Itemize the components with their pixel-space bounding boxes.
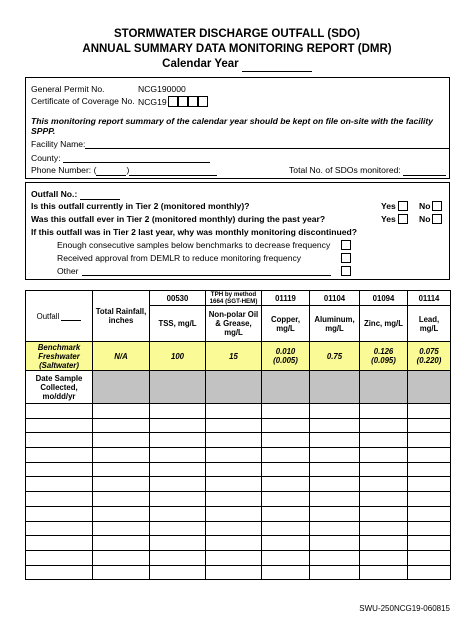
sample-entry-cell[interactable] — [408, 550, 451, 565]
sample-entry-cell[interactable] — [93, 521, 150, 536]
sample-entry-cell[interactable] — [26, 418, 93, 433]
general-permit-value: NCG190000 — [138, 84, 186, 94]
permit-info-section — [25, 77, 450, 179]
sample-entry-cell[interactable] — [26, 462, 93, 477]
sample-entry-cell[interactable] — [360, 448, 408, 463]
sample-entry-cell[interactable] — [262, 418, 310, 433]
grey-cell — [360, 371, 408, 404]
sample-entry-cell[interactable] — [310, 565, 360, 580]
sdo-total-field[interactable] — [403, 167, 446, 176]
tier2-current-no — [419, 201, 442, 212]
sample-entry-cell[interactable] — [150, 521, 206, 536]
sample-entry-row — [26, 536, 451, 551]
sample-entry-cell[interactable] — [206, 565, 262, 580]
tier2-past-question: Was this outfall ever in Tier 2 (monitored monthly) during the past year? — [31, 214, 326, 224]
sample-entry-cell[interactable] — [360, 492, 408, 507]
sample-entry-row — [26, 462, 451, 477]
sample-entry-cell[interactable] — [206, 462, 262, 477]
sample-entry-cell[interactable] — [262, 492, 310, 507]
reason-other-checkbox[interactable] — [341, 266, 351, 276]
calendar-year-label: Calendar Year — [162, 58, 239, 70]
sample-entry-cell[interactable] — [310, 492, 360, 507]
sample-entry-cell[interactable] — [310, 550, 360, 565]
date-sample-label: Date Sample Collected, mo/dd/yr — [26, 371, 93, 404]
tier2-current-question: Is this outfall currently in Tier 2 (monitored monthly)? — [31, 201, 250, 211]
sample-entry-cell[interactable] — [360, 565, 408, 580]
sample-entry-cell[interactable] — [26, 492, 93, 507]
sample-entry-cell[interactable] — [26, 550, 93, 565]
title-line-2: ANNUAL SUMMARY DATA MONITORING REPORT (DMR) — [82, 43, 392, 55]
sample-entry-cell[interactable] — [408, 521, 451, 536]
yes-label: Yes — [381, 201, 396, 211]
grey-cell — [310, 371, 360, 404]
sample-entry-cell[interactable] — [310, 448, 360, 463]
reason-other-field[interactable] — [82, 275, 331, 276]
sample-entry-cell[interactable] — [310, 477, 360, 492]
benchmark-copper: 0.010 (0.005) — [262, 342, 310, 371]
sample-entry-cell[interactable] — [150, 536, 206, 551]
reason-demlr-approval-checkbox[interactable] — [341, 253, 351, 263]
sample-entry-cell[interactable] — [262, 477, 310, 492]
sample-entry-cell[interactable] — [26, 433, 93, 448]
calendar-year-field[interactable] — [242, 60, 312, 72]
sample-entry-cell[interactable] — [206, 550, 262, 565]
county-label: County: — [31, 153, 61, 163]
outfall-no-field[interactable] — [80, 191, 120, 200]
reason-consecutive-samples-checkbox[interactable] — [341, 240, 351, 250]
sample-entry-cell[interactable] — [262, 462, 310, 477]
copper-header: Copper, mg/L — [262, 306, 310, 342]
phone-number-field[interactable] — [129, 167, 217, 176]
outfall-no-row — [31, 189, 120, 200]
sample-entry-cell[interactable] — [360, 418, 408, 433]
sample-entry-row — [26, 521, 451, 536]
sample-entry-cell[interactable] — [206, 448, 262, 463]
sample-entry-cell[interactable] — [408, 433, 451, 448]
sdo-total-label: Total No. of SDOs monitored: — [289, 165, 401, 175]
grey-cell — [93, 371, 150, 404]
sample-entry-cell[interactable] — [150, 418, 206, 433]
sample-entry-row — [26, 506, 451, 521]
aluminum-header: Aluminum, mg/L — [310, 306, 360, 342]
sample-entry-cell[interactable] — [408, 536, 451, 551]
sample-entry-cell[interactable] — [150, 477, 206, 492]
code-aluminum: 01104 — [310, 291, 360, 306]
reason-demlr-approval: Received approval from DEMLR to reduce monitoring frequency — [57, 253, 302, 263]
code-zinc: 01094 — [360, 291, 408, 306]
sample-entry-cell[interactable] — [93, 492, 150, 507]
grey-cell — [262, 371, 310, 404]
code-tss: 00530 — [150, 291, 206, 306]
no-label: No — [419, 201, 431, 211]
coc-digit-boxes[interactable] — [168, 96, 208, 110]
sample-entry-row — [26, 550, 451, 565]
title-line-1: STORMWATER DISCHARGE OUTFALL (SDO) — [114, 28, 360, 40]
rainfall-header: Total Rainfall, inches — [93, 291, 150, 342]
coc-prefix: NCG19 — [138, 97, 167, 107]
no-label: No — [419, 214, 431, 224]
code-lead: 01114 — [408, 291, 451, 306]
sample-entry-cell[interactable] — [310, 536, 360, 551]
sample-entry-row — [26, 492, 451, 507]
coc-field[interactable] — [138, 96, 208, 110]
sample-entry-cell[interactable] — [206, 477, 262, 492]
grey-cell — [408, 371, 451, 404]
sample-entry-cell[interactable] — [310, 404, 360, 419]
facility-name-field[interactable] — [85, 148, 449, 149]
sample-entry-cell[interactable] — [93, 418, 150, 433]
sample-entry-cell[interactable] — [93, 536, 150, 551]
sample-entry-cell[interactable] — [262, 536, 310, 551]
title-line-3 — [0, 57, 474, 72]
sample-entry-cell[interactable] — [206, 418, 262, 433]
sample-entry-cell[interactable] — [310, 521, 360, 536]
sample-entry-cell[interactable] — [26, 521, 93, 536]
sample-entry-cell[interactable] — [408, 492, 451, 507]
sample-entry-cell[interactable] — [93, 433, 150, 448]
discontinued-question: If this outfall was in Tier 2 last year, why was monthly monitoring discontinued? — [31, 227, 357, 237]
sample-entry-cell[interactable] — [206, 433, 262, 448]
benchmark-row — [26, 342, 451, 371]
yes-label: Yes — [381, 214, 396, 224]
sample-entry-cell[interactable] — [310, 462, 360, 477]
sample-entry-cell[interactable] — [150, 462, 206, 477]
sample-entry-cell[interactable] — [408, 448, 451, 463]
sample-entry-cell[interactable] — [310, 433, 360, 448]
sample-entry-row — [26, 448, 451, 463]
monitoring-data-table — [25, 290, 451, 580]
sample-entry-cell[interactable] — [360, 506, 408, 521]
sample-entry-cell[interactable] — [206, 536, 262, 551]
sample-entry-cell[interactable] — [262, 506, 310, 521]
sample-entry-cell[interactable] — [310, 506, 360, 521]
sample-entry-cell[interactable] — [408, 506, 451, 521]
sample-entry-cell[interactable] — [93, 477, 150, 492]
sample-entry-cell[interactable] — [150, 506, 206, 521]
sample-entry-rows — [26, 404, 451, 580]
benchmark-oil-grease: 15 — [206, 342, 262, 371]
sample-entry-row — [26, 565, 451, 580]
sample-entry-cell[interactable] — [408, 477, 451, 492]
sample-entry-row — [26, 477, 451, 492]
sample-entry-cell[interactable] — [150, 550, 206, 565]
sample-entry-cell[interactable] — [150, 448, 206, 463]
phone-close-paren: ) — [126, 165, 130, 175]
sample-entry-cell[interactable] — [360, 521, 408, 536]
phone-row — [31, 165, 217, 176]
outfall-no-label: Outfall No.: — [31, 189, 78, 199]
onsite-notice: This monitoring report summary of the calendar year should be kept on file on-site with the facility SPPP. — [31, 116, 434, 136]
reason-consecutive-samples: Enough consecutive samples below benchmarks to decrease frequency — [57, 240, 331, 250]
sample-entry-cell[interactable] — [26, 477, 93, 492]
sample-entry-row — [26, 404, 451, 419]
tier2-current-no-checkbox[interactable] — [432, 201, 442, 211]
sample-entry-row — [26, 433, 451, 448]
benchmark-aluminum: 0.75 — [310, 342, 360, 371]
sample-entry-cell[interactable] — [93, 565, 150, 580]
sample-entry-cell[interactable] — [93, 448, 150, 463]
lead-header: Lead, mg/L — [408, 306, 451, 342]
sample-entry-cell[interactable] — [408, 462, 451, 477]
sample-entry-cell[interactable] — [93, 462, 150, 477]
benchmark-label: Benchmark Freshwater (Saltwater) — [26, 342, 93, 371]
date-label-row — [26, 371, 451, 404]
sample-entry-cell[interactable] — [150, 433, 206, 448]
outfall-header-cell: Outfall — [26, 291, 93, 342]
parameter-code-row — [26, 291, 451, 306]
report-title — [0, 27, 474, 72]
sample-entry-cell[interactable] — [360, 477, 408, 492]
outfall-tier-section — [25, 182, 450, 280]
code-oil-grease: TPH by method 1664 (SGT-HEM) — [206, 291, 262, 306]
benchmark-rainfall: N/A — [93, 342, 150, 371]
sdo-total-row — [289, 165, 446, 176]
sample-entry-cell[interactable] — [310, 418, 360, 433]
phone-label: Phone Number: ( — [31, 165, 97, 175]
sample-entry-cell[interactable] — [150, 404, 206, 419]
oil-grease-header: Non-polar Oil & Grease, mg/L — [206, 306, 262, 342]
county-field[interactable] — [63, 162, 210, 163]
tier2-current-yes — [381, 201, 408, 212]
form-number: SWU-250NCG19-060815 — [359, 604, 450, 613]
reason-other-label: Other — [57, 266, 79, 276]
sample-entry-cell[interactable] — [206, 492, 262, 507]
benchmark-lead: 0.075 (0.220) — [408, 342, 451, 371]
sample-entry-cell[interactable] — [150, 565, 206, 580]
sample-entry-cell[interactable] — [26, 404, 93, 419]
sample-entry-cell[interactable] — [360, 404, 408, 419]
general-permit-label: General Permit No. — [31, 84, 105, 94]
grey-cell — [150, 371, 206, 404]
tier2-past-no-checkbox[interactable] — [432, 214, 442, 224]
sample-entry-cell[interactable] — [26, 448, 93, 463]
sample-entry-cell[interactable] — [360, 536, 408, 551]
tier2-past-yes — [381, 214, 408, 225]
sample-entry-cell[interactable] — [150, 492, 206, 507]
sample-entry-cell[interactable] — [262, 565, 310, 580]
sample-entry-cell[interactable] — [93, 506, 150, 521]
sample-entry-cell[interactable] — [360, 550, 408, 565]
tier2-past-yes-checkbox[interactable] — [398, 214, 408, 224]
sample-entry-cell[interactable] — [408, 418, 451, 433]
sample-entry-cell[interactable] — [93, 550, 150, 565]
sample-entry-cell[interactable] — [206, 521, 262, 536]
tss-header: TSS, mg/L — [150, 306, 206, 342]
sample-entry-cell[interactable] — [262, 521, 310, 536]
sample-entry-cell[interactable] — [93, 404, 150, 419]
grey-cell — [206, 371, 262, 404]
sample-entry-cell[interactable] — [408, 404, 451, 419]
sample-entry-cell[interactable] — [206, 506, 262, 521]
outfall-header-field[interactable] — [61, 313, 81, 321]
code-copper: 01119 — [262, 291, 310, 306]
tier2-past-no — [419, 214, 442, 225]
sample-entry-cell[interactable] — [26, 536, 93, 551]
coc-label: Certificate of Coverage No. — [31, 96, 135, 106]
sample-entry-cell[interactable] — [408, 565, 451, 580]
benchmark-tss: 100 — [150, 342, 206, 371]
facility-name-label: Facility Name: — [31, 139, 86, 149]
sample-entry-cell[interactable] — [206, 404, 262, 419]
sample-entry-cell[interactable] — [26, 506, 93, 521]
sample-entry-cell[interactable] — [262, 448, 310, 463]
benchmark-zinc: 0.126 (0.095) — [360, 342, 408, 371]
sample-entry-cell[interactable] — [360, 462, 408, 477]
sample-entry-cell[interactable] — [262, 404, 310, 419]
zinc-header: Zinc, mg/L — [360, 306, 408, 342]
sample-entry-cell[interactable] — [262, 550, 310, 565]
tier2-current-yes-checkbox[interactable] — [398, 201, 408, 211]
sample-entry-row — [26, 418, 451, 433]
sample-entry-cell[interactable] — [262, 433, 310, 448]
sample-entry-cell[interactable] — [360, 433, 408, 448]
sample-entry-cell[interactable] — [26, 565, 93, 580]
phone-area-code-field[interactable] — [96, 167, 126, 176]
